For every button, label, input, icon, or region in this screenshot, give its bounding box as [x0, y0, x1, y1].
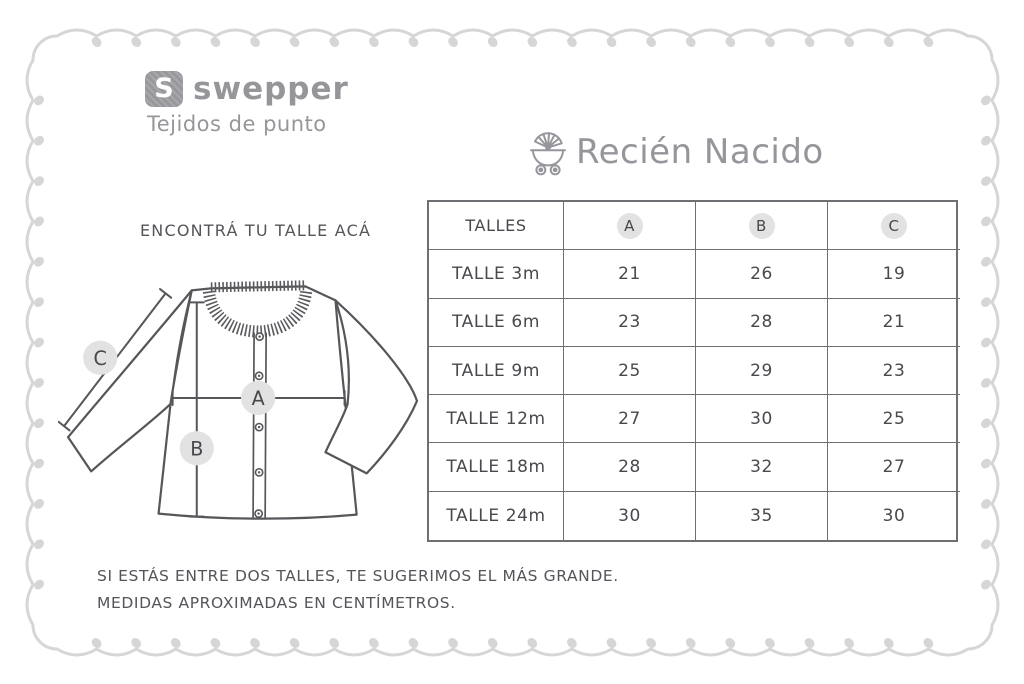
brand-block	[145, 71, 349, 136]
size-value: 28	[696, 299, 828, 347]
brand-name: swepper	[193, 71, 349, 107]
size-value: 21	[564, 250, 696, 298]
size-row-label: TALLE 18m	[429, 443, 564, 491]
size-value: 19	[828, 250, 960, 298]
size-table-header-talles: TALLES	[429, 202, 564, 250]
size-table-header-b	[696, 202, 828, 250]
finder-label: ENCONTRÁ TU TALLE ACÁ	[140, 221, 372, 240]
column-badge-b: B	[749, 213, 775, 239]
size-value: 28	[564, 443, 696, 491]
size-row-label: TALLE 24m	[429, 492, 564, 540]
size-value: 21	[828, 299, 960, 347]
size-table	[427, 200, 958, 542]
size-table-header-a	[564, 202, 696, 250]
size-value: 30	[696, 395, 828, 443]
size-value: 25	[828, 395, 960, 443]
note-line-1: SI ESTÁS ENTRE DOS TALLES, TE SUGERIMOS EL MÁS GRANDE.	[97, 567, 619, 585]
size-value: 27	[828, 443, 960, 491]
page-title	[527, 127, 824, 177]
size-table-header-c	[828, 202, 960, 250]
size-row-label: TALLE 9m	[429, 347, 564, 395]
cardigan-measurement-diagram	[58, 260, 420, 552]
column-badge-c: C	[881, 213, 907, 239]
brand-logo-icon: S	[145, 71, 183, 107]
size-value: 23	[564, 299, 696, 347]
size-row-label: TALLE 3m	[429, 250, 564, 298]
size-row-label: TALLE 6m	[429, 299, 564, 347]
size-value: 26	[696, 250, 828, 298]
size-value: 32	[696, 443, 828, 491]
measure-badge-a	[241, 381, 275, 415]
size-value: 23	[828, 347, 960, 395]
column-badge-a: A	[617, 213, 643, 239]
size-value: 30	[882, 505, 906, 526]
size-value: 35	[696, 492, 828, 540]
svg-text:B: B	[190, 437, 204, 461]
measure-badge-b	[180, 431, 214, 465]
note-line-2: MEDIDAS APROXIMADAS EN CENTÍMETROS.	[97, 594, 456, 612]
size-row-label: TALLE 12m	[429, 395, 564, 443]
size-value: 29	[696, 347, 828, 395]
baby-stroller-icon	[527, 127, 569, 177]
measure-badge-c	[83, 341, 117, 375]
svg-text:A: A	[251, 386, 265, 410]
page-title-text: Recién Nacido	[576, 132, 824, 172]
foot-notes	[97, 563, 619, 617]
size-value: 25	[564, 347, 696, 395]
svg-text:C: C	[93, 346, 107, 370]
size-value: 27	[564, 395, 696, 443]
brand-tagline: Tejidos de punto	[147, 112, 327, 136]
size-value: 30	[564, 492, 696, 540]
